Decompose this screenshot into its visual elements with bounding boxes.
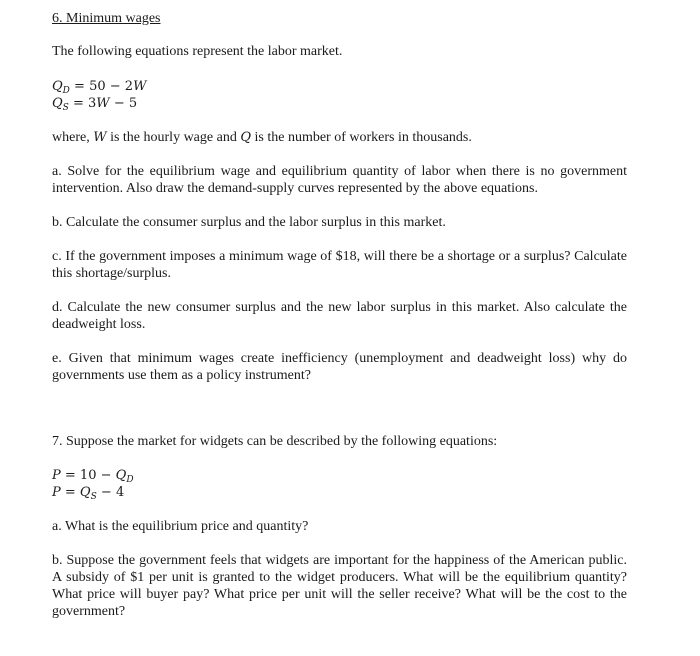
demand-equation: $Q_D = 50 - 2W$: [52, 79, 147, 96]
variable-definitions: where, W is the hourly wage and Q is the number of workers in thousands.: [52, 130, 472, 145]
question-6d: d. Calculate the new consumer surplus and the new labor surplus in this market. Also calculate the deadweight loss.: [52, 300, 627, 332]
widget-supply-equation: $P = Q_S - 4$: [52, 485, 125, 502]
section-6-intro: The following equations represent the labor market.: [52, 44, 343, 59]
question-7a: a. What is the equilibrium price and quantity?: [52, 519, 309, 534]
widget-demand-equation: $P = 10 - Q_D$: [52, 468, 134, 485]
question-7b: b. Suppose the government feels that widgets are important for the happiness of the American public. A subsidy of $1 per unit is granted to the widget producers. What will be the equilibrium quantity? What price will buyer pay? What price per unit will the seller receive? What will be the cost to the government?: [52, 553, 627, 619]
question-6a: a. Solve for the equilibrium wage and equilibrium quantity of labor when there is no government intervention. Also draw the demand-supply curves represented by the above equations.: [52, 164, 627, 196]
question-6e: e. Given that minimum wages create inefficiency (unemployment and deadweight loss) why do governments use them as a policy instrument?: [52, 351, 627, 383]
section-7-intro: 7. Suppose the market for widgets can be described by the following equations:: [52, 434, 498, 449]
question-6c: c. If the government imposes a minimum wage of $18, will there be a shortage or a surplus? Calculate this shortage/surplus.: [52, 249, 627, 281]
question-6b: b. Calculate the consumer surplus and the labor surplus in this market.: [52, 215, 446, 230]
supply-equation: $Q_S = 3W - 5$: [52, 96, 138, 113]
section-6-title: 6. Minimum wages: [52, 11, 161, 26]
